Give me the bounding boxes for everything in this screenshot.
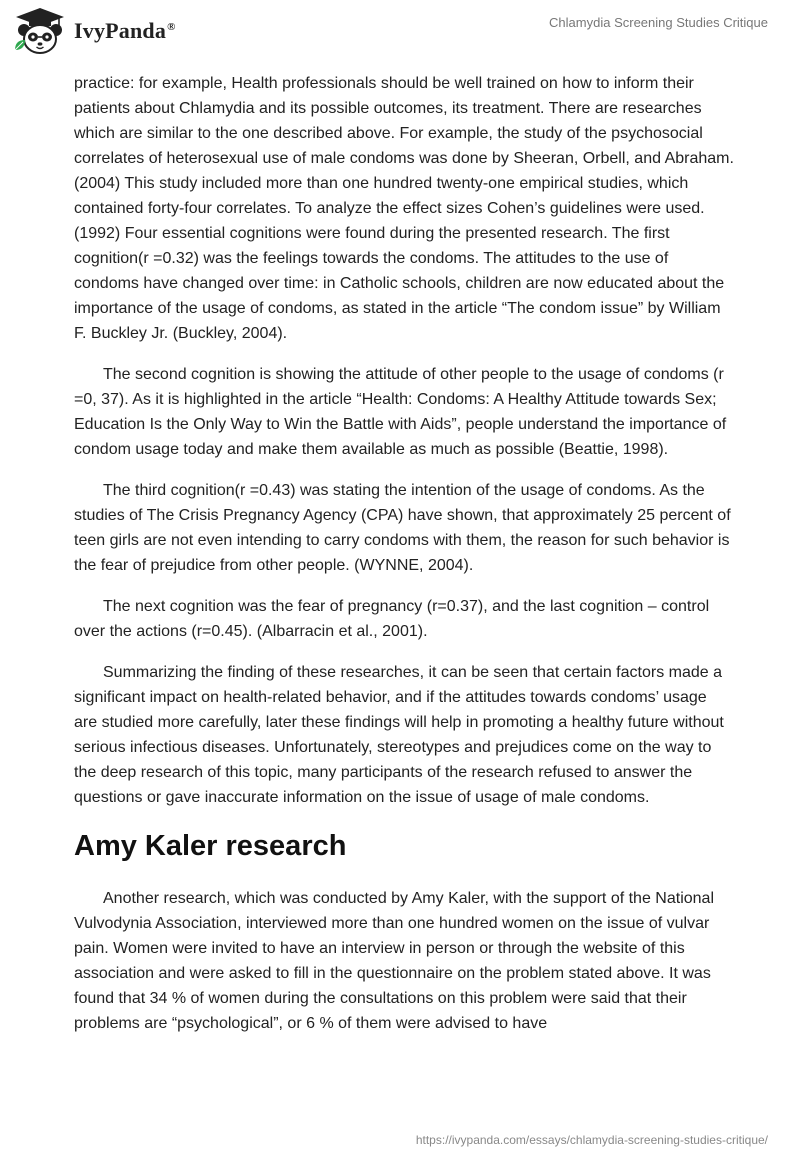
page-header: [0, 0, 800, 70]
source-url[interactable]: https://ivypanda.com/essays/chlamydia-screening-studies-critique/: [415, 1133, 768, 1147]
article-paragraph: The second cognition is showing the attitude of other people to the usage of condoms (r =0, 37). As it is highlighted in the article “Health: Condoms: A Healthy Attitude towards Sex; Education Is the Only Way to Win the Battle with Aids”, people understand the importance of condom usage today and make them available as much as possible (Beattie, 1998).: [74, 366, 727, 458]
document-title: Chlamydia Screening Studies Critique: [549, 15, 768, 30]
ivypanda-logo[interactable]: [12, 6, 176, 56]
article-paragraph: practice: for example, Health professionals should be well trained on how to inform their patients about Chlamydia and its possible outcomes, its treatment. There are researches which are similar to the one described above. For example, the study of the psychosocial correlates of heterosexual use of male condoms was done by Sheeran, Orbell, and Abraham. (2004) This study included more than one hundred twenty-one empirical studies, which contained forty-four correlates. To analyze the effect sizes Cohen’s guidelines were used. (1992) Four essential cognitions were found during the presented research. The first cognition(r =0.32) was the feelings towards the condoms. The attitudes to the use of condoms have changed over time: in Catholic schools, children are now educated about the importance of the usage of condoms, as stated in the article “The condom issue” by William F. Buckley Jr. (Buckley, 2004).: [74, 75, 734, 342]
brand-name: IvyPanda®: [74, 18, 176, 43]
registered-mark: ®: [167, 20, 176, 33]
article-paragraph: Another research, which was conducted by Amy Kaler, with the support of the National Vulvodynia Association, interviewed more than one hundred women on the issue of vulvar pain. Women were invited to have an interview in person or through the website of this association and were asked to fill in the questionnaire on the problem stated above. It was found that 34 % of women during the consultations on this problem were said that their problems are “psychological”, or 6 % of them were advised to have: [74, 890, 714, 1032]
article-body: [74, 71, 734, 1052]
section-heading: Amy Kaler research: [74, 830, 347, 862]
article-paragraph: Summarizing the finding of these researches, it can be seen that certain factors made a significant impact on health-related behavior, and if the attitudes towards condoms’ usage are studied more carefully, later these findings will help in promoting a healthy future without serious infectious diseases. Unfortunately, stereotypes and prejudices come on the way to the deep research of this topic, many participants of the research refused to answer the questions or gave inaccurate information on the issue of usage of male condoms.: [74, 664, 724, 806]
article-paragraph: The third cognition(r =0.43) was stating the intention of the usage of condoms. As the studies of The Crisis Pregnancy Agency (CPA) have shown, that approximately 25 percent of teen girls are not even intending to carry condoms with them, the reason for such behavior is the fear of prejudice from other people. (WYNNE, 2004).: [74, 482, 731, 574]
article-paragraph: The next cognition was the fear of pregnancy (r=0.37), and the last cognition – control over the actions (r=0.45). (Albarracin et al., 2001).: [74, 598, 710, 640]
panda-graduate-icon: [12, 6, 68, 56]
